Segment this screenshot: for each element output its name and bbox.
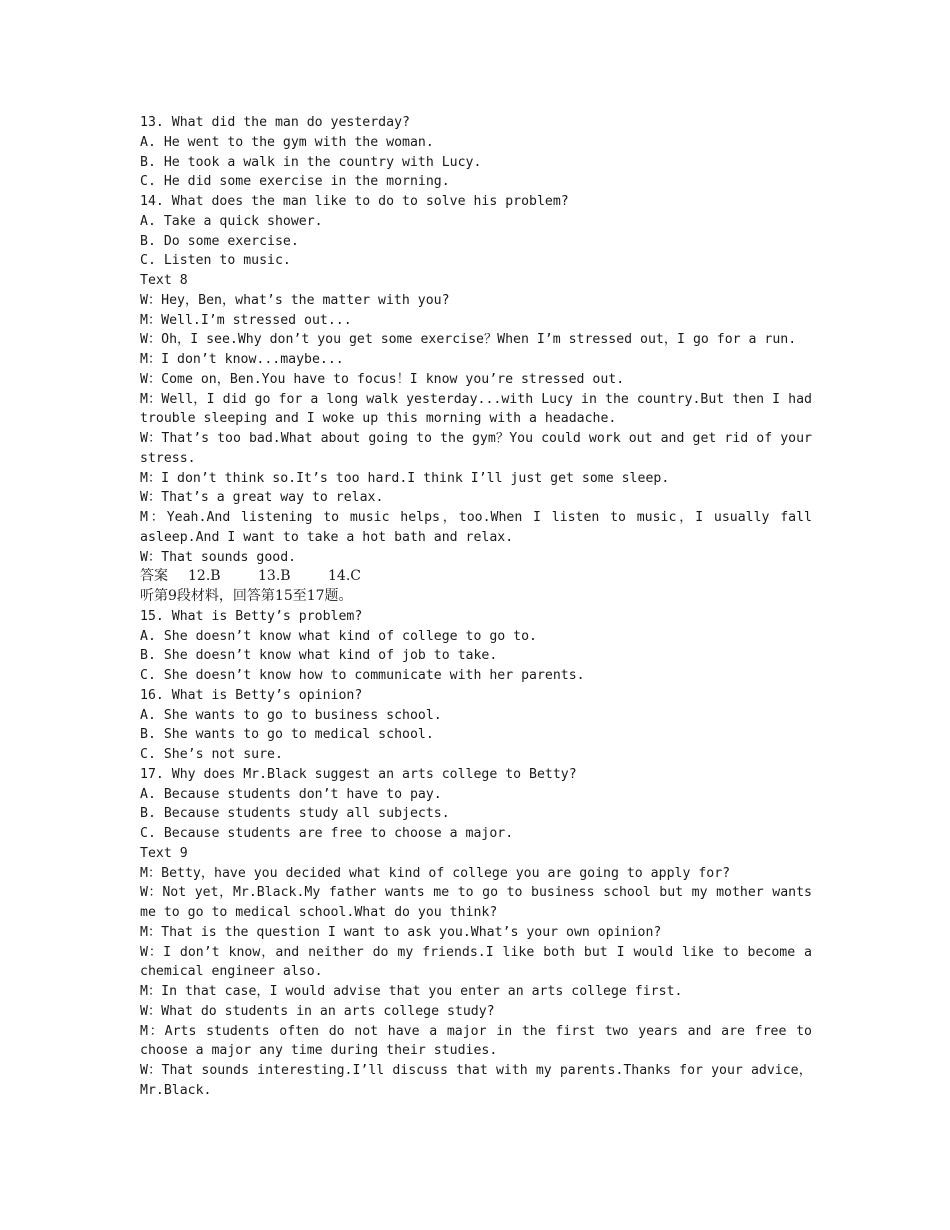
option-13-a: A. He went to the gym with the woman. bbox=[140, 134, 434, 150]
question-15: 15. What is Betty’s problem? bbox=[140, 608, 363, 624]
option-15-a: A. She doesn’t know what kind of college to go to. bbox=[140, 628, 537, 644]
dialogue-line: W：That’s too bad.What about going to the gym？You could work out and get rid of your stress. bbox=[140, 431, 820, 466]
question-17: 17. Why does Mr.Black suggest an arts college to Betty? bbox=[140, 766, 577, 782]
option-13-b: B. He took a walk in the country with Lucy. bbox=[140, 154, 482, 170]
text-9-heading: Text 9 bbox=[140, 845, 188, 861]
answer-item: 12.B bbox=[188, 568, 221, 585]
dialogue-line: M：Arts students often do not have a major in the first two years and are free to choose a major any time during their studies. bbox=[140, 1023, 820, 1059]
dialogue-line: W：Come on，Ben.You have to focus！I know you’re stressed out. bbox=[140, 371, 625, 387]
option-17-c: C. Because students are free to choose a major. bbox=[140, 826, 514, 841]
dialogue-line: M：I don’t know...maybe... bbox=[140, 352, 344, 367]
dialogue-line: W：That sounds interesting.I’ll discuss that with my parents.Thanks for your advice，Mr.Black. bbox=[140, 1063, 812, 1098]
dialogue-line: M：Well.I’m stressed out... bbox=[140, 312, 352, 328]
option-14-a: A. Take a quick shower. bbox=[140, 213, 323, 229]
text-8-heading: Text 8 bbox=[140, 273, 188, 288]
option-15-b: B. She doesn’t know what kind of job to take. bbox=[140, 648, 498, 664]
answer-item: 13.B bbox=[258, 568, 291, 585]
section-intro: 听第9段材料，回答第15至17题。 bbox=[140, 588, 353, 604]
dialogue-line: M：Betty，have you decided what kind of college you are going to apply for? bbox=[140, 865, 731, 881]
dialogue-line: M：I don’t think so.It’s too hard.I think I’ll just get some sleep. bbox=[140, 470, 670, 486]
option-15-c: C. She doesn’t know how to communicate with her parents. bbox=[140, 668, 585, 683]
option-14-c: C. Listen to music. bbox=[140, 253, 291, 269]
dialogue-line: W：Hey，Ben，what’s the matter with you? bbox=[140, 292, 450, 308]
option-13-c: C. He did some exercise in the morning. bbox=[140, 174, 450, 190]
dialogue-line: W：I don’t know，and neither do my friends.I like both but I would like to become a chemical engineer also. bbox=[140, 944, 820, 980]
dialogue-line: W：That sounds good. bbox=[140, 549, 297, 565]
question-14: 14. What does the man like to do to solve his problem? bbox=[140, 194, 569, 209]
answer-label: 答案 bbox=[140, 568, 168, 585]
option-14-b: B. Do some exercise. bbox=[140, 233, 299, 249]
document-page bbox=[140, 113, 820, 1101]
dialogue-line: W：That’s a great way to relax. bbox=[140, 490, 384, 506]
option-16-a: A. She wants to go to business school. bbox=[140, 707, 442, 723]
dialogue-line: W：What do students in an arts college study? bbox=[140, 1003, 495, 1019]
dialogue-line: M：In that case，I would advise that you enter an arts college first. bbox=[140, 984, 683, 999]
dialogue-line: W：Oh，I see.Why don’t you get some exercise？When I’m stressed out，I go for a run. bbox=[140, 332, 797, 348]
question-13: 13. What did the man do yesterday? bbox=[140, 115, 410, 130]
dialogue-line: M：That is the question I want to ask you.What’s your own opinion? bbox=[140, 924, 662, 940]
dialogue-line: W：Not yet，Mr.Black.My father wants me to go to business school but my mother wants me to go to medical school.What do you think? bbox=[140, 885, 820, 920]
answer-key bbox=[140, 567, 812, 587]
option-16-c: C. She’s not sure. bbox=[140, 747, 283, 762]
option-17-b: B. Because students study all subjects. bbox=[140, 806, 450, 822]
dialogue-line: M：Well，I did go for a long walk yesterday...with Lucy in the country.But then I had trouble sleeping and I woke up this morning with a headache. bbox=[140, 391, 820, 427]
option-17-a: A. Because students don’t have to pay. bbox=[140, 786, 442, 802]
answer-item: 14.C bbox=[328, 568, 361, 585]
dialogue-line: M：Yeah.And listening to music helps，too.When I listen to music，I usually fall asleep.And I want to take a hot bath and relax. bbox=[140, 510, 820, 545]
option-16-b: B. She wants to go to medical school. bbox=[140, 727, 434, 743]
question-16: 16. What is Betty’s opinion? bbox=[140, 687, 363, 703]
